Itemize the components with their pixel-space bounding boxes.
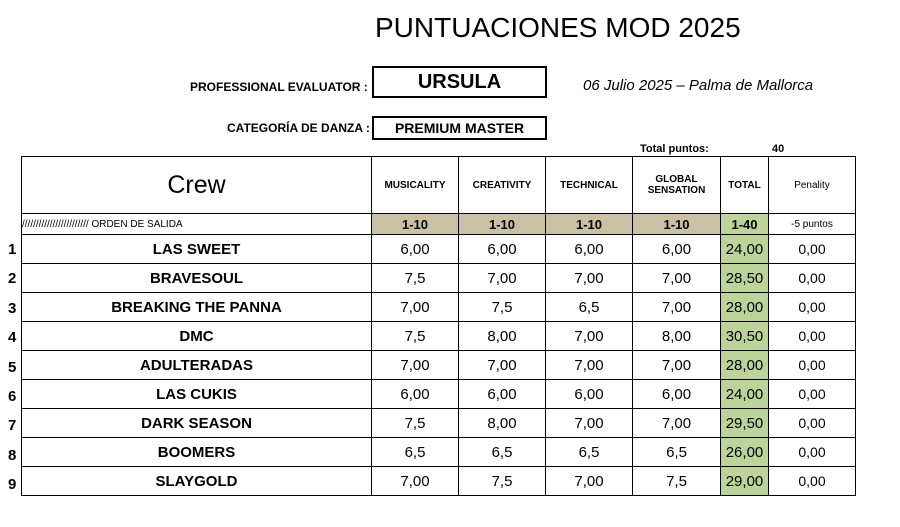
- score-total: 24,00: [721, 235, 769, 264]
- table-row: [22, 467, 856, 496]
- score-creativity: 7,5: [459, 293, 546, 322]
- category-value-box: PREMIUM MASTER: [372, 116, 547, 140]
- table-row: [22, 293, 856, 322]
- score-technical: 6,00: [546, 380, 633, 409]
- category-label: CATEGORÍA DE DANZA :: [227, 121, 370, 135]
- score-total: 29,00: [721, 467, 769, 496]
- score-penality: 0,00: [769, 264, 856, 293]
- score-creativity: 6,00: [459, 380, 546, 409]
- score-technical: 7,00: [546, 409, 633, 438]
- score-technical: 7,00: [546, 467, 633, 496]
- table-row: [22, 264, 856, 293]
- score-musicality: 6,00: [372, 235, 459, 264]
- row-number: 5: [8, 358, 17, 376]
- crew-name: DMC: [22, 322, 372, 351]
- crew-name: LAS SWEET: [22, 235, 372, 264]
- score-creativity: 8,00: [459, 409, 546, 438]
- score-musicality: 7,00: [372, 351, 459, 380]
- score-global: 6,5: [633, 438, 721, 467]
- table-row: [22, 380, 856, 409]
- col-global-sensation: GLOBAL SENSATION: [633, 157, 721, 214]
- range-global: 1-10: [633, 214, 721, 235]
- crew-header: Crew: [22, 157, 372, 214]
- score-musicality: 7,5: [372, 322, 459, 351]
- score-musicality: 6,5: [372, 438, 459, 467]
- score-penality: 0,00: [769, 438, 856, 467]
- score-technical: 7,00: [546, 264, 633, 293]
- score-global: 7,00: [633, 293, 721, 322]
- score-total: 28,00: [721, 351, 769, 380]
- score-global: 7,5: [633, 467, 721, 496]
- row-number: 6: [8, 388, 17, 405]
- col-technical: TECHNICAL: [546, 157, 633, 214]
- range-creativity: 1-10: [459, 214, 546, 235]
- score-penality: 0,00: [769, 380, 856, 409]
- score-global: 7,00: [633, 351, 721, 380]
- score-total: 30,50: [721, 322, 769, 351]
- crew-name: BREAKING THE PANNA: [22, 293, 372, 322]
- score-total: 24,00: [721, 380, 769, 409]
- crew-name: LAS CUKIS: [22, 380, 372, 409]
- crew-name: BOOMERS: [22, 438, 372, 467]
- score-penality: 0,00: [769, 351, 856, 380]
- score-total: 29,50: [721, 409, 769, 438]
- evaluator-label: PROFESSIONAL EVALUATOR :: [190, 80, 368, 94]
- header-row: [22, 157, 856, 214]
- score-penality: 0,00: [769, 235, 856, 264]
- range-musicality: 1-10: [372, 214, 459, 235]
- score-technical: 6,00: [546, 235, 633, 264]
- score-technical: 7,00: [546, 351, 633, 380]
- crew-name: ADULTERADAS: [22, 351, 372, 380]
- score-creativity: 7,00: [459, 351, 546, 380]
- score-technical: 7,00: [546, 322, 633, 351]
- score-global: 7,00: [633, 409, 721, 438]
- row-number: 4: [8, 329, 17, 347]
- score-global: 7,00: [633, 264, 721, 293]
- row-number: 8: [8, 446, 17, 464]
- score-creativity: 7,5: [459, 467, 546, 496]
- table-row: [22, 235, 856, 264]
- table-row: [22, 438, 856, 467]
- row-number: 9: [8, 476, 17, 494]
- score-creativity: 7,00: [459, 264, 546, 293]
- row-number: 7: [8, 417, 17, 435]
- range-penality: -5 puntos: [769, 214, 856, 235]
- table-row: [22, 409, 856, 438]
- crew-name: BRAVESOUL: [22, 264, 372, 293]
- order-label: //////////////////////// ORDEN DE SALIDA: [22, 214, 372, 235]
- crew-name: DARK SEASON: [22, 409, 372, 438]
- evaluator-name-box: URSULA: [372, 66, 547, 98]
- col-total: TOTAL: [721, 157, 769, 214]
- range-row: [22, 214, 856, 235]
- total-puntos-value: 40: [772, 143, 785, 155]
- row-number: 3: [8, 299, 17, 317]
- row-number: 1: [8, 241, 17, 258]
- score-penality: 0,00: [769, 322, 856, 351]
- score-technical: 6,5: [546, 293, 633, 322]
- row-number: 2: [8, 270, 17, 288]
- total-puntos-label: Total puntos:: [640, 143, 709, 155]
- score-penality: 0,00: [769, 409, 856, 438]
- score-global: 6,00: [633, 235, 721, 264]
- score-creativity: 6,00: [459, 235, 546, 264]
- score-musicality: 7,00: [372, 467, 459, 496]
- col-penality: Penality: [769, 157, 856, 214]
- score-creativity: 8,00: [459, 322, 546, 351]
- crew-name: SLAYGOLD: [22, 467, 372, 496]
- range-total: 1-40: [721, 214, 769, 235]
- score-total: 28,00: [721, 293, 769, 322]
- table-row: [22, 351, 856, 380]
- score-technical: 6,5: [546, 438, 633, 467]
- range-technical: 1-10: [546, 214, 633, 235]
- score-musicality: 7,00: [372, 293, 459, 322]
- score-musicality: 7,5: [372, 409, 459, 438]
- table-row: [22, 322, 856, 351]
- score-global: 6,00: [633, 380, 721, 409]
- score-total: 26,00: [721, 438, 769, 467]
- col-musicality: MUSICALITY: [372, 157, 459, 214]
- score-penality: 0,00: [769, 467, 856, 496]
- score-musicality: 6,00: [372, 380, 459, 409]
- date-place: 06 Julio 2025 – Palma de Mallorca: [583, 77, 814, 94]
- score-musicality: 7,5: [372, 264, 459, 293]
- col-creativity: CREATIVITY: [459, 157, 546, 214]
- score-global: 8,00: [633, 322, 721, 351]
- score-penality: 0,00: [769, 293, 856, 322]
- scores-table: [21, 156, 856, 496]
- score-total: 28,50: [721, 264, 769, 293]
- score-creativity: 6,5: [459, 438, 546, 467]
- page-title: PUNTUACIONES MOD 2025: [375, 12, 741, 43]
